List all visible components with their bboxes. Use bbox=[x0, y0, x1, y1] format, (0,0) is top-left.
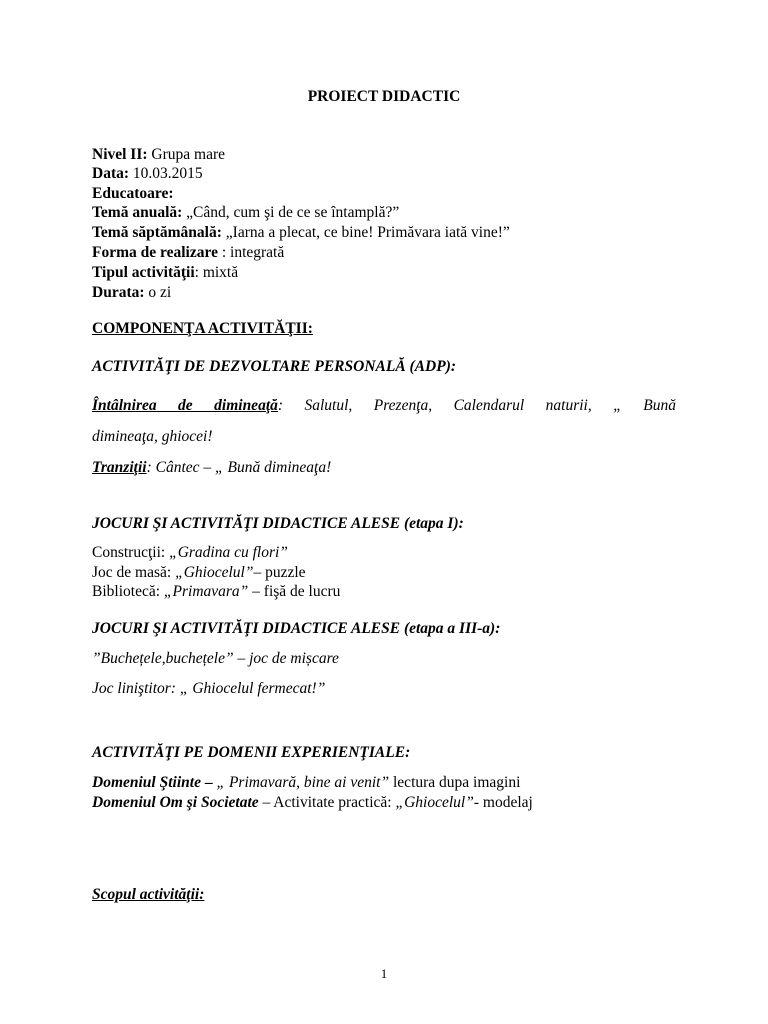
biblioteca-line bbox=[92, 583, 340, 601]
domeniul-om-suffix: - modelaj bbox=[473, 794, 533, 811]
tranzitii-value: : Cântec – „ Bună dimineaţa! bbox=[146, 459, 332, 476]
jocuri-etapa3-heading: JOCURI ŞI ACTIVITĂŢI DIDACTICE ALESE (etapa a III-a): bbox=[92, 620, 501, 637]
intalnirea-label: Întâlnirea de dimineaţă bbox=[92, 397, 278, 414]
durata-line bbox=[92, 284, 171, 302]
page-title: PROIECT DIDACTIC bbox=[307, 88, 461, 105]
tipul-value: : mixtă bbox=[194, 264, 239, 281]
durata-label: Durata: bbox=[92, 284, 145, 301]
joc-masa-line bbox=[92, 564, 306, 582]
jocuri-etapa1-heading: JOCURI ŞI ACTIVITĂŢI DIDACTICE ALESE (etapa I): bbox=[92, 515, 464, 532]
constructii-line bbox=[92, 544, 288, 562]
domeniul-stiinte-line bbox=[92, 774, 520, 792]
domeniul-stiinte-value: „ Primavară, bine ai venit” bbox=[216, 774, 390, 791]
tema-anuala-label: Temă anuală: bbox=[92, 204, 183, 221]
tema-saptamanala-line bbox=[92, 224, 510, 242]
joc-masa-suffix: – puzzle bbox=[253, 564, 306, 581]
forma-label: Forma de realizare bbox=[92, 244, 218, 261]
joc-masa-value: „Ghiocelul” bbox=[171, 564, 254, 581]
tema-saptamanala-label: Temă săptămânală: bbox=[92, 224, 222, 241]
page-number: 1 bbox=[380, 966, 388, 981]
domeniul-om-label: Domeniul Om şi Societate bbox=[92, 794, 259, 811]
biblioteca-value: „Primavara” bbox=[160, 583, 249, 600]
domeniul-stiinte-suffix: lectura dupa imagini bbox=[389, 774, 521, 791]
nivel-value: Grupa mare bbox=[147, 146, 226, 163]
componenta-heading: COMPONENŢA ACTIVITĂŢII: bbox=[92, 320, 313, 337]
scopul-heading: Scopul activităţii: bbox=[92, 886, 205, 903]
domeniul-stiinte-label: Domeniul Ştiinte bbox=[92, 774, 201, 791]
intalnirea-line bbox=[92, 397, 676, 415]
data-label: Data: bbox=[92, 165, 130, 182]
forma-value: : integrată bbox=[217, 244, 285, 261]
domeniul-om-dash: – Activitate practică: bbox=[258, 794, 396, 811]
joc-masa-label: Joc de masă: bbox=[92, 564, 172, 581]
biblioteca-suffix: – fişă de lucru bbox=[248, 583, 341, 600]
constructii-label: Construcţii: bbox=[92, 544, 166, 561]
educatoare-line bbox=[92, 185, 174, 203]
nivel-line bbox=[92, 146, 225, 164]
tema-saptamanala-value: „Iarna a plecat, ce bine! Primăvara iată vine!” bbox=[221, 224, 510, 241]
intalnirea-continuation: dimineaţa, ghiocei! bbox=[92, 428, 213, 445]
domeniul-om-line bbox=[92, 794, 533, 812]
durata-value: o zi bbox=[144, 284, 172, 301]
jocuri-etapa3-item2: Joc liniştitor: „ Ghiocelul fermecat!” bbox=[92, 680, 326, 697]
tema-anuala-line bbox=[92, 204, 399, 222]
nivel-label: Nivel II: bbox=[92, 146, 148, 163]
ade-heading: ACTIVITĂŢI PE DOMENII EXPERIENŢIALE: bbox=[92, 744, 411, 761]
domeniul-stiinte-dash: – bbox=[200, 774, 217, 791]
jocuri-etapa3-item1: ”Buchețele,buchețele” – joc de mișcare bbox=[92, 650, 339, 667]
data-value: 10.03.2015 bbox=[129, 165, 203, 182]
tipul-label: Tipul activităţii bbox=[92, 264, 195, 281]
domeniul-om-value: „Ghiocelul” bbox=[395, 794, 474, 811]
constructii-value: „Gradina cu flori” bbox=[165, 544, 288, 561]
forma-line bbox=[92, 244, 284, 262]
tranzitii-line bbox=[92, 459, 331, 477]
adp-heading: ACTIVITĂŢI DE DEZVOLTARE PERSONALĂ (ADP): bbox=[92, 358, 457, 375]
tranzitii-label: Tranziţii bbox=[92, 459, 147, 476]
intalnirea-text: : Salutul, Prezenţa, Calendarul naturii, „ Bună bbox=[277, 397, 676, 414]
educatoare-label: Educatoare: bbox=[92, 185, 174, 202]
data-line bbox=[92, 165, 203, 183]
tema-anuala-value: „Când, cum şi de ce se întamplă?” bbox=[182, 204, 400, 221]
biblioteca-label: Bibliotecă: bbox=[92, 583, 161, 600]
tipul-line bbox=[92, 264, 238, 282]
